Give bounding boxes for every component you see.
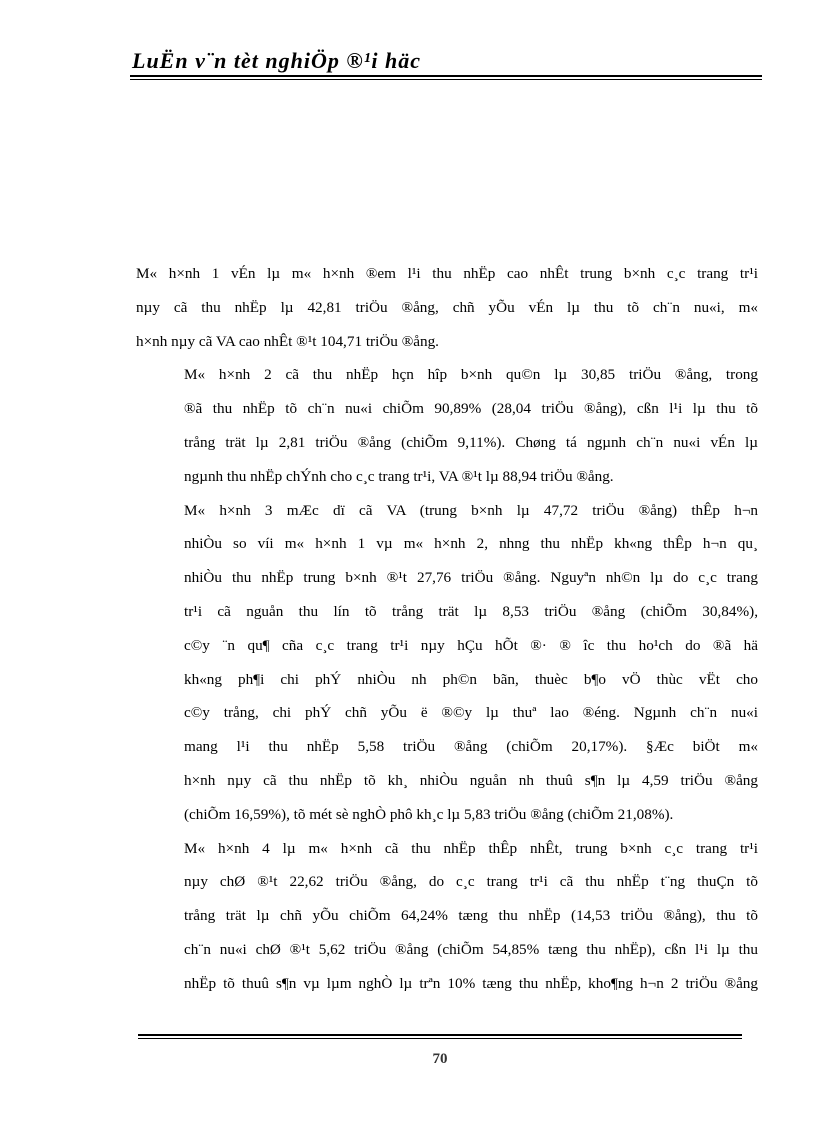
text-line: trång trät lµ chñ yÕu chiÕm 64,24% tæng thu nhËp (14,53 triÖu ®ång), thu tõ	[184, 907, 758, 925]
paragraph-4	[136, 832, 758, 1001]
text-line: nhËp tõ thuû s¶n vµ lµm nghÒ lµ trªn 10% tæng thu nhËp, kho¶ng h¬n 2 triÖu ®ång	[184, 974, 758, 992]
paragraph-3	[136, 494, 758, 832]
text-line: nµy cã thu nhËp lµ 42,81 triÖu ®ång, chñ yÕu vÉn lµ thu tõ ch¨n nu«i, m«	[136, 298, 758, 316]
header-rule	[130, 75, 762, 77]
text-line: M« h×nh 3 mÆc dï cã VA (trung b×nh lµ 47,72 triÖu ®ång) thÊp h¬n	[184, 501, 758, 519]
text-line: M« h×nh 4 lµ m« h×nh cã thu nhËp thÊp nhÊt, trung b×nh c¸c trang tr¹i	[184, 839, 758, 857]
text-line: ch¨n nu«i chØ ®¹t 5,62 triÖu ®ång (chiÕm 54,85% tæng thu nhËp), cßn l¹i lµ thu	[184, 940, 758, 958]
text-line: c©y ¨n qu¶ cña c¸c trang tr¹i nµy hÇu hÕt ®· ® îc thu ho¹ch do ®ã hä	[184, 636, 758, 654]
text-line: ®ã thu nhËp tõ ch¨n nu«i chiÕm 90,89% (28,04 triÖu ®ång), cßn l¹i lµ thu tõ	[184, 400, 758, 418]
page-number: 70	[432, 1051, 448, 1067]
text-line: h×nh nµy cã thu nhËp tõ kh¸ nhiÒu nguån nh thuû s¶n lµ 4,59 triÖu ®ång	[184, 771, 758, 789]
text-line: c©y trång, chi phÝ chñ yÕu ë ®©y lµ thuª lao ®éng. Ngµnh ch¨n nu«i	[184, 704, 758, 722]
text-line: M« h×nh 2 cã thu nhËp hçn hîp b×nh qu©n lµ 30,85 triÖu ®ång, trong	[184, 366, 758, 384]
text-line: kh«ng ph¶i chi phÝ nhiÒu nh ph©n bãn, thuèc b¶o vÖ thùc vËt cho	[184, 670, 758, 688]
text-line: (chiÕm 16,59%), tõ mét sè nghÒ phô kh¸c lµ 5,83 triÖu ®ång (chiÕm 21,08%).	[184, 805, 674, 823]
footer-rule	[138, 1034, 742, 1036]
paragraph-1	[136, 257, 758, 358]
text-line: mang l¹i thu nhËp 5,58 triÖu ®ång (chiÕm 20,17%). §Æc biÖt m«	[184, 738, 758, 756]
text-line: trång trät lµ 2,81 triÖu ®ång (chiÕm 9,11%). Chøng tá ngµnh ch¨n nu«i vÉn lµ	[184, 433, 758, 451]
header-rule-secondary	[130, 79, 762, 80]
text-line: tr¹i cã nguån thu lín tõ trång trät lµ 8,53 triÖu ®ång (chiÕm 30,84%),	[184, 602, 758, 620]
body-text	[136, 257, 758, 1001]
text-line: nµy chØ ®¹t 22,62 triÖu ®ång, do c¸c trang tr¹i cã thu nhËp t¨ng thuÇn tõ	[184, 873, 758, 891]
paragraph-2	[136, 358, 758, 493]
text-line: nhiÒu so víi m« h×nh 1 vµ m« h×nh 2, nhng thu nhËp kh«ng thÊp h¬n qu¸	[184, 535, 758, 553]
header-title: LuËn v¨n tèt nghiÖp ®¹i häc	[132, 48, 422, 73]
text-line: M« h×nh 1 vÉn lµ m« h×nh ®em l¹i thu nhËp cao nhÊt trung b×nh c¸c trang tr¹i	[136, 265, 758, 282]
text-line: nhiÒu thu nhËp trung b×nh ®¹t 27,76 triÖu ®ång. Nguyªn nh©n lµ do c¸c trang	[184, 569, 758, 587]
page-header	[130, 48, 762, 80]
text-line: ngµnh thu nhËp chÝnh cho c¸c trang tr¹i, VA ®¹t lµ 88,94 triÖu ®ång.	[184, 467, 614, 485]
text-line: h×nh nµy cã VA cao nhÊt ®¹t 104,71 triÖu ®ång.	[136, 332, 439, 350]
footer-rule-secondary	[138, 1038, 742, 1039]
page-footer	[138, 1034, 742, 1067]
